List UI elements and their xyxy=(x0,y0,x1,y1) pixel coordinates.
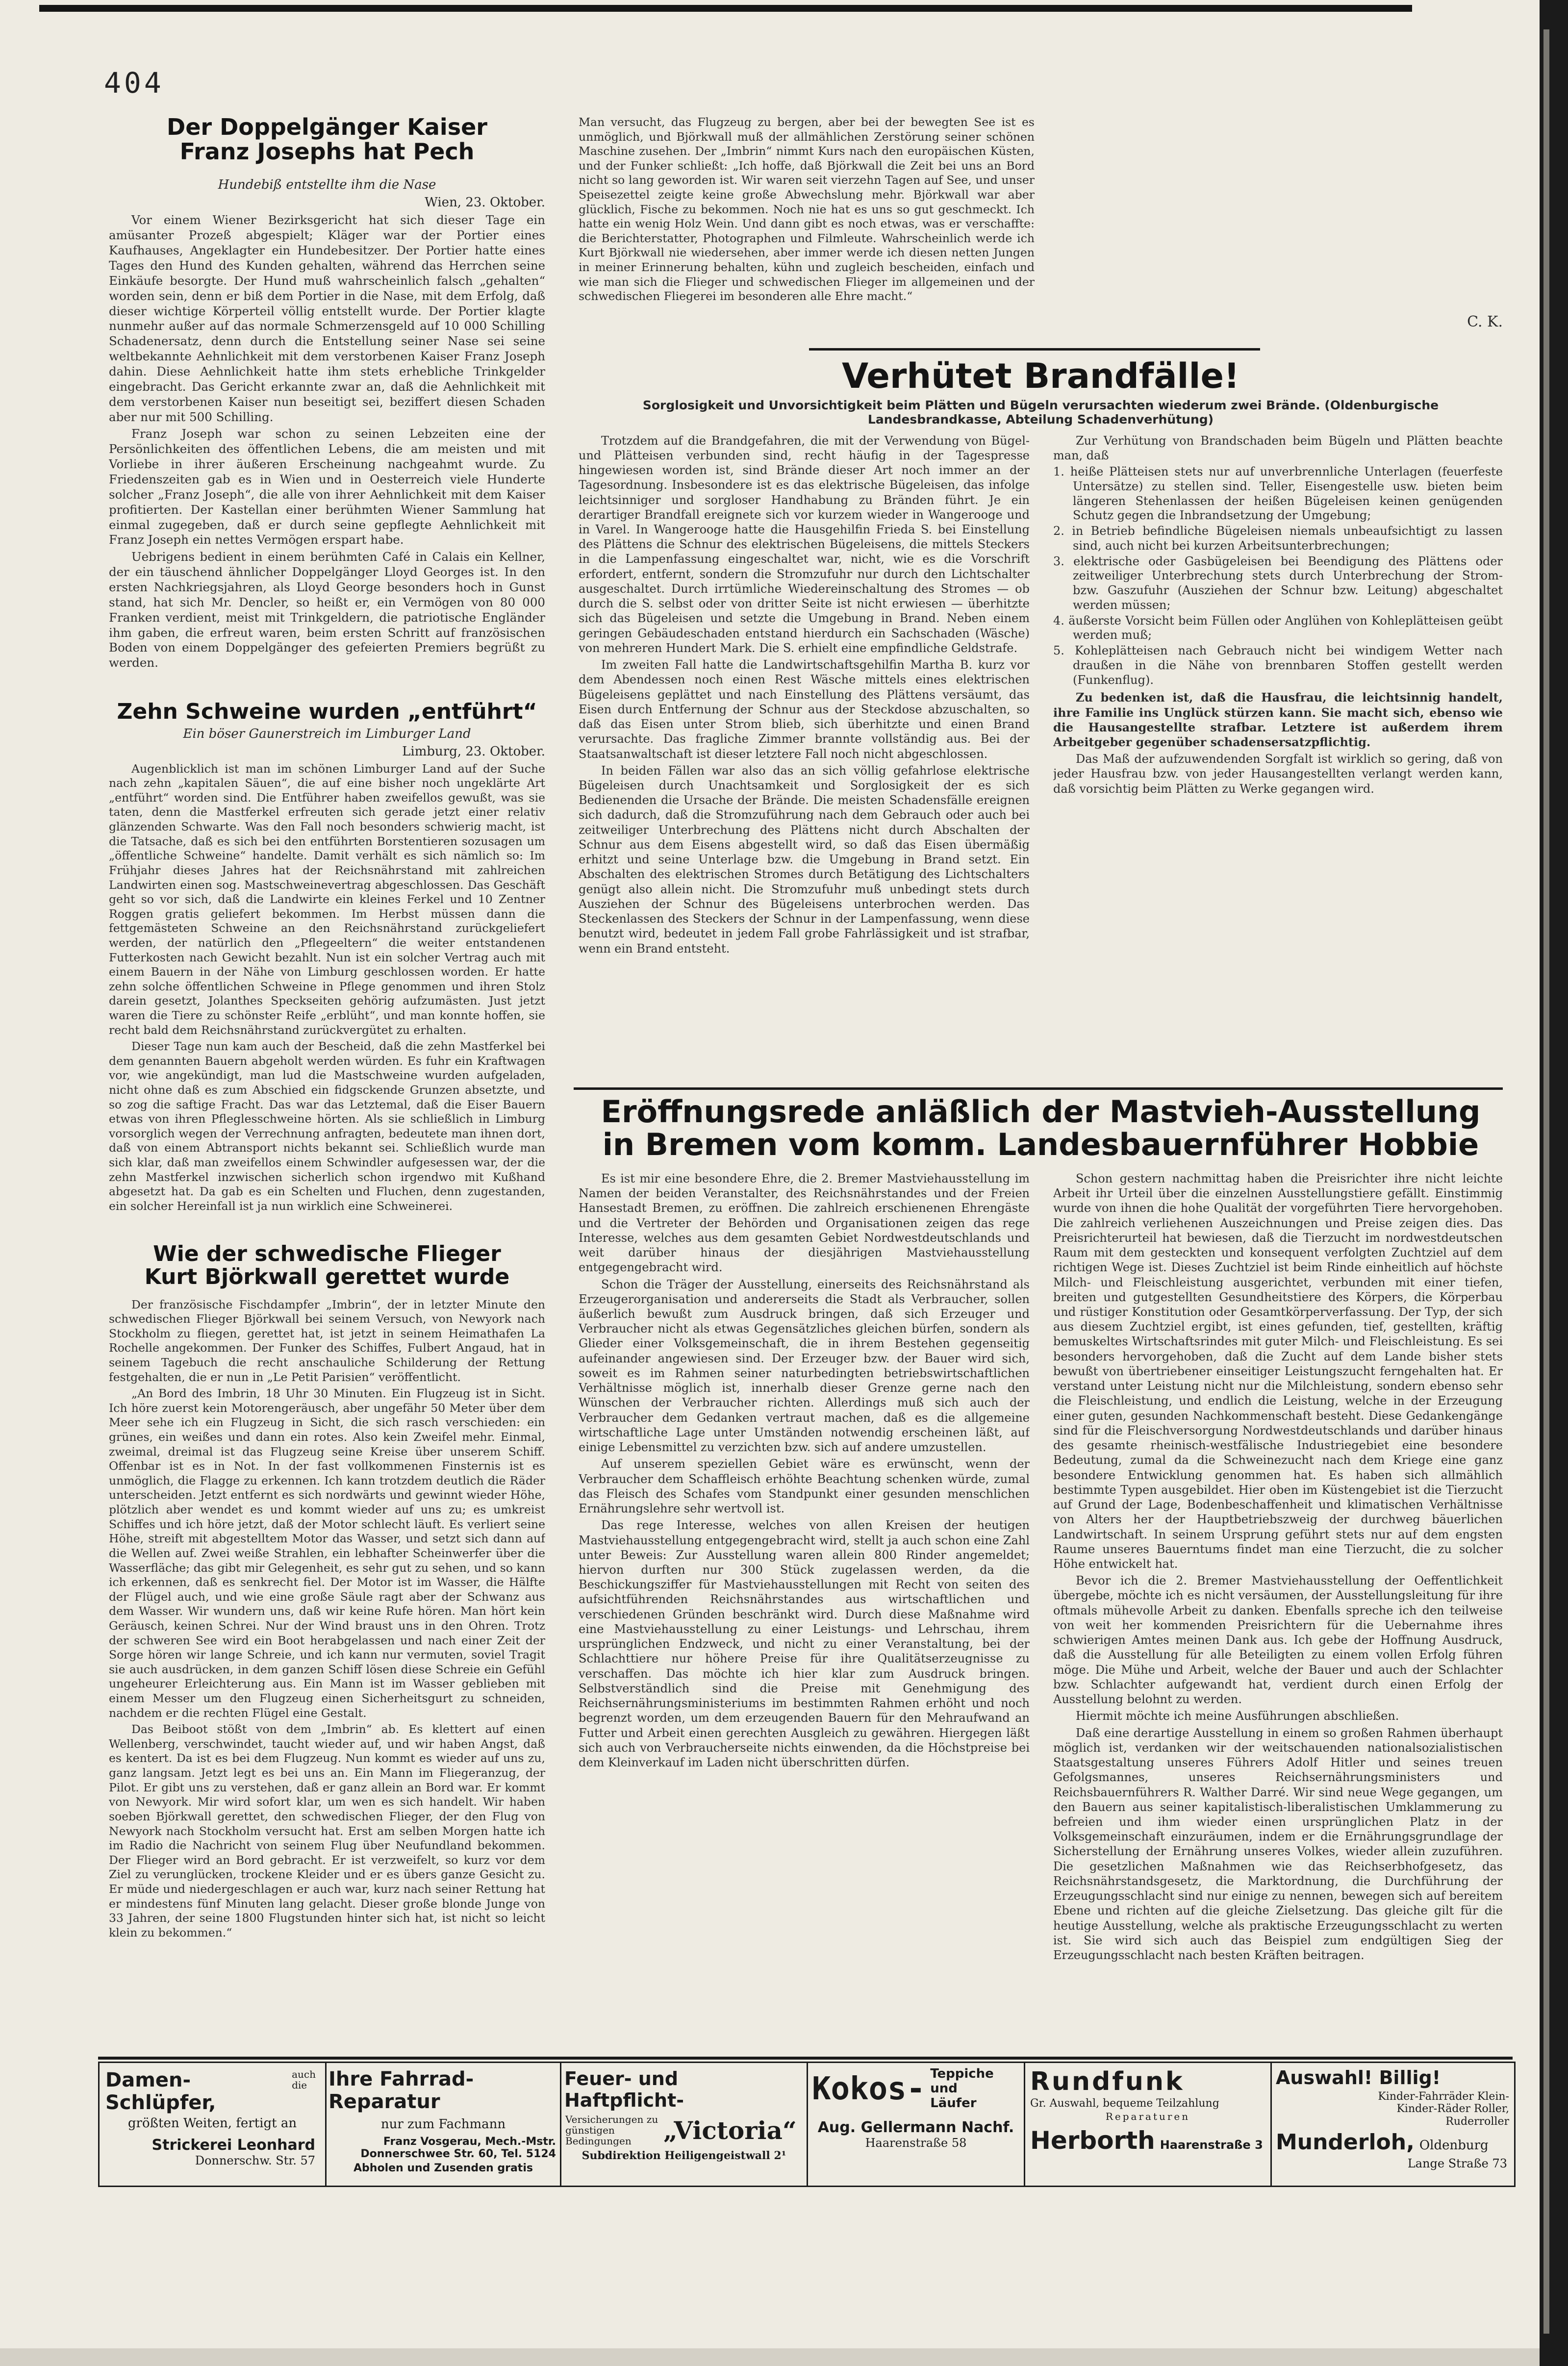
ad-body: Versicherungen zu günstigen Bedingungen xyxy=(565,2114,658,2147)
ad-brand: „Victoria“ xyxy=(663,2115,797,2145)
article-flieger xyxy=(109,1242,545,1940)
ad-extra: Reparaturen xyxy=(1105,2111,1190,2122)
article-paragraph: Auf unserem speziellen Gebiet wäre es erwünscht, wenn der Verbraucher dem Schaffleisch erhöhte Beachtung schenken würde, zumal das Fleisch des Schafes vom Standpunkt einer gesunden menschlichen Ernährungslehre sehr wertvoll ist. xyxy=(579,1457,1030,1516)
ad-title: Kokos- xyxy=(812,2070,926,2107)
top-edge-bar xyxy=(39,5,1412,12)
article-headline: Der Doppelgänger Kaiser Franz Josephs hat Pech xyxy=(167,115,487,165)
list-item: 2. in Betrieb befindliche Bügeleisen niemals unbeaufsichtigt zu lassen sind, auch nicht bei kurzen Arbeitsunterbrechungen; xyxy=(1053,524,1503,553)
article-paragraph: Hiermit möchte ich meine Ausführungen abschließen. xyxy=(1076,1709,1399,1723)
article-paragraph: „An Bord des Imbrin, 18 Uhr 30 Minuten. Ein Flugzeug ist in Sicht. Ich höre zuerst kein Motorengeräusch, aber ungefähr 50 Meter über dem Meer sehe ich ein Flugzeug in Sicht, die sich rasch verschieden: ein grünes, ein weißes und dann ein rotes. Also kein Zweifel mehr. Einmal, zweimal, dreimal ist das Flugzeug seine Kreise über unserem Schiff. Offenbar ist es in Not. In der fast vollkommenen Finsternis ist es unmöglich, die Flagge zu erkennen. Ich kann trotzdem deutlich die Räder unterscheiden. Jetzt entfernt es sich nordwärts und gewinnt wieder Höhe, plötzlich aber wendet es und kommt wieder auf uns zu; es umkreist Schiffes und ich höre jetzt, daß der Motor schlecht läuft. Es verliert seine Höhe, streift mit abgestelltem Motor das Wasser, und setzt sich dann auf die Wellen auf. Zwei weiße Strahlen, ein lebhafter Scheinwerfer über die Wasserfläche; das gibt mir Gelegenheit, es sehr gut zu sehen, und so kann ich erkennen, daß es senkrecht fiel. Der Motor ist im Wasser, die Hälfte der Flügel auch, und wie eine große Säule ragt aber der Schwanz aus dem Wasser. Wir wundern uns, daß wir keine Rufe hören. Man hört kein Geräusch, keinen Schrei. Nur der Wind braust uns in den Ohren. Trotz der schweren See wird ein Boot herabgelassen und nach einer Zeit der Sorge hören wir lange Schreie, und ich kann nur vermuten, soviel Tragit sie auch ausdrücken, in dem ganzen Schiff lösen diese Schreie ein Gefühl ungeheurer Erleichterung aus. Ein Mann ist im Wasser geblieben mit einem Messer um den Flugzeug einen Sicherheitsgurt zu schneiden, nachdem er die rechten Flügel eine Gestalt. xyxy=(109,1386,545,1720)
article-paragraph: Trotzdem auf die Brandgefahren, die mit der Verwendung von Bügel- und Plätteisen verbunden sind, recht häufig in der Tagespresse hingewiesen worden ist, sind Brände dieser Art noch immer an der Tagesordnung. Insbesondere ist es das elektrische Bügeleisen, das infolge leichtsinniger und sorgloser Handhabung zu Bränden führt. Je ein derartiger Brandfall ereignete sich vor kurzem wieder in Wangerooge und in Varel. In Wangerooge hatte die Hausgehilfin Frieda S. bei Einstellung des Plättens die Schnur des elektrischen Bügeleisens, die mittels Steckers in die Lampenfassung eingeschaltet war, nicht, wie es die Vorschrift erfordert, entfernt, sondern die Stromzufuhr nur durch den Lichtschalter ausgeschaltet. Durch irrtümliche Wiedereinschaltung des Stromes — ob durch die S. selbst oder von dritter Seite ist nicht erwiesen — überhitzte sich das Bügeleisen und setzte die Umgebung in Brand. Neben einem geringen Gebäudeschaden entstand hierdurch ein Sachschaden (Wäsche) von mehreren Hundert Mark. Die S. erhielt eine empfindliche Geldstrafe. xyxy=(579,433,1030,655)
ad-shop: Strickerei Leonhard xyxy=(152,2137,315,2154)
article-eroeffnungsrede xyxy=(579,1096,1503,2032)
article-doppelgaenger xyxy=(109,115,545,671)
article-paragraph: Zu bedenken ist, daß die Hausfrau, die leichtsinnig handelt, ihre Familie ins Unglück stürzen kann. Sie macht sich, ebenso wie die Hausangestellte strafbar. Letztere ist außerdem ihrem Arbeitgeber gegenüber schadensersatzpflichtig. xyxy=(1053,690,1503,750)
article-paragraph: Augenblicklich ist man im schönen Limburger Land auf der Suche nach zehn „kapitalen Säuen“, die auf eine bisher noch ungeklärte Art „entführt“ worden sind. Die Entführer haben zweifellos gewußt, was sie taten, denn die Mastferkel erfreuten sich gerade jetzt einer relativ glänzenden Schwarte. Was den Fall noch besonders schwierig macht, ist die Tatsache, daß es sich bei den entführten Borstentieren sozusagen um „öffentliche Schweine“ handelte. Damit verhält es sich nämlich so: Im Frühjahr dieses Jahres hat der Reichsnährstand mit zahlreichen Landwirten einen sog. Mastschweinevertrag abgeschlossen. Das Geschäft geht so vor sich, daß die Landwirte ein kleines Ferkel und 10 Zentner Roggen gratis geliefert bekommen. Im Herbst müssen dann die fettgemästeten Schweine an den Reichsnährstand zurückgeliefert werden, der natürlich den „Pflegeeltern“ die weiter entstandenen Futterkosten nach Gewicht bezahlt. Nun ist ein solcher Vertrag auch mit einem Bauern in der Nähe von Limburg geschlossen worden. Er hatte zehn solche öffentlichen Schweine in Pflege genommen und ihren Stolz darein gesetzt, Jolanthes Speckseiten gehörig aufzumästen. Just jetzt waren die Tiere zu schönster Reife „erblüht“, und man konnte hoffen, sie recht bald dem Reichsnährstand zurückvergütet zu erhalten. xyxy=(109,761,545,1037)
ad-title: Damen-Schlüpfer, xyxy=(105,2069,216,2114)
article-paragraph: Uebrigens bedient in einem berühmten Café in Calais ein Kellner, der ein täuschend ähnlicher Doppelgänger Lloyd Georges ist. In den ersten Nachkriegsjahren, als Lloyd George besonders hoch in Gunst stand, hat sich Mr. Dencler, so heißt er, ein Vermögen von 80 000 Franken verdient, meist mit Trinkgeldern, die patriotische Engländer ihm gaben, die erfreut waren, beim ersten Schritt auf französischen Boden von einem Doppelgänger des gefeierten Premiers begrüßt zu werden. xyxy=(109,550,545,670)
article-paragraph: Das rege Interesse, welches von allen Kreisen der heutigen Mastviehausstellung entgegengebracht wird, stellt ja auch schon eine Zahl unter Beweis: Zur Ausstellung waren allein 800 Rinder angemeldet; hiervon durften nur 300 Stück zugelassen werden, da die Beschickungsziffer für Mastviehausstellungen mit Recht von seiten des aufsichtführenden Reichsnährstandes aus wirtschaftlichen und verschiedenen Gründen beschränkt wird. Durch diese Maßnahme wird eine Mastviehausstellung zu einer Leistungs- und Lehrschau, ihrem ursprünglichen Endzweck, und nicht zu einer Veranstaltung, bei der Schlachttiere nur höhere Preise für ihre Qualitätserzeugnisse zu verschaffen. Das möchte ich hier klar zum Ausdruck bringen. Selbstverständlich sind die Preise mit Genehmigung des Reichsernährungsministeriums im bestimmten Rahmen erhöht und noch begrenzt worden, um dem erzeugenden Bauern für den Mehraufwand an Futter und Arbeit einen gerechten Ausgleich zu gewähren. Hiergegen läßt sich auch von Verbraucherseite nichts einwenden, da die Höchstpreise bei dem Kleinverkauf im Laden nicht überschritten dürfen. xyxy=(579,1518,1030,1770)
article-headline: Wie der schwedische Flieger Kurt Björkwall gerettet wurde xyxy=(144,1241,510,1290)
column-right-top xyxy=(1069,115,1503,341)
article-headline: Zehn Schweine wurden „entführt“ xyxy=(117,699,537,725)
ad-extra: Abholen und Zusenden gratis xyxy=(354,2162,533,2174)
ad-title: Rundfunk xyxy=(1030,2067,1185,2096)
article-paragraph: Es ist mir eine besondere Ehre, die 2. Bremer Mastviehausstellung im Namen der beiden Veranstalter, des Reichsnährstandes und der Freien Hansestadt Bremen, zu eröffnen. Die zahlreich erschienenen Ehrengäste und die Vertreter der Behörden und Organisationen zeigen das rege Interesse, welches aus dem gesamten Gebiet Nordwestdeutschlands und weit darüber hinaus der diesjährigen Mastviehausstellung entgegengebracht wird. xyxy=(579,1171,1030,1275)
article-paragraph: Zur Verhütung von Brandschaden beim Bügeln und Plätten beachte man, daß xyxy=(1053,433,1503,462)
ad-address: Haarenstraße 58 xyxy=(865,2136,967,2150)
article-dateline: Limburg, 23. Oktober. xyxy=(402,744,545,759)
article-paragraph: Schon die Träger der Ausstellung, einerseits des Reichsnährstand als Erzeugerorganisation und andererseits die Stadt als Verbraucher, sollen äußerlich bewußt zum Ausdruck bringen, daß sich Erzeuger und Verbraucher nicht als etwas Gegensätzliches gleichen bürfen, sondern als Glieder einer Volksgemeinschaft, die in ihrem Bestehen gegenseitig aufeinander angewiesen sind. Der Erzeuger bzw. der Bauer wird sich, soweit es im Rahmen seiner naturbedingten betriebswirtschaftlichen Verhältnisse möglich ist, innerhalb dieser Grenze gerne nach den Wünschen der Verbraucher richten. Allerdings muß sich auch der Verbraucher dem Gedanken vertraut machen, daß es die allgemeine wirtschaftliche Lage unter Umständen notwendig erscheinen läßt, auf einige Lebensmittel zu verzichten bzw. sich auf andere umzustellen. xyxy=(579,1277,1030,1455)
ad-shop: Aug. Gellermann Nachf. xyxy=(817,2118,1014,2136)
ad-address: Lange Straße 73 xyxy=(1407,2156,1507,2170)
article-brandfaelle xyxy=(579,358,1503,1074)
ad-shop-city: Oldenburg xyxy=(1419,2138,1489,2153)
ad-victoria-versicherung xyxy=(560,2062,808,2187)
article-schweine xyxy=(109,700,545,1213)
ad-body: größten Weiten, fertigt an xyxy=(127,2116,297,2131)
list-item: 4. äußerste Vorsicht beim Füllen oder Anglühen von Kohleplätteisen geübt werden muß; xyxy=(1053,613,1503,642)
ad-address: Haarenstraße 3 xyxy=(1160,2138,1263,2152)
list-item: 3. elektrische oder Gasbügeleisen bei Beendigung des Plättens oder zeitweiliger Unterbrechung stets durch Unterbrechung der Strom- bzw. Gaszufuhr (Ausziehen der Schnur bzw. Leitung) abgeschaltet werden müssen; xyxy=(1053,554,1503,612)
ad-title: Ihre Fahrrad-Reparatur xyxy=(329,2068,474,2113)
divider-rule xyxy=(574,1087,1503,1090)
article-paragraph: Vor einem Wiener Bezirksgericht hat sich dieser Tage ein amüsanter Prozeß abgespielt; Kläger war der Portier eines Kaufhauses, Angeklagter ein Hundebesitzer. Der Portier hatte eines Tages den Hund des Kunden gehalten, während das Herrchen seine Einkäufe besorgte. Der Hund muß wahrscheinlich falsch „gehalten“ worden sein, denn er biß dem Portier in die Nase, mit dem Erfolg, daß dieser wichtige Körperteil völlig entstellt wurde. Der Portier klagte nunmehr außer auf das normale Schmerzensgeld auf 10 000 Schilling Schadenersatz, denn durch die Entstellung seiner Nase sei seine weltbekannte Aehnlichkeit mit dem verstorbenen Kaiser Franz Joseph dahin. Diese Aehnlichkeit hatte ihm stets erhebliche Trinkgelder eingebracht. Das Gericht erkannte zwar an, daß die Aehnlichkeit mit dem verstorbenen Kaiser nun beseitigt sei, beziffert diesen Schaden aber nur mit 500 Schilling. xyxy=(109,213,545,424)
article-signature: C. K. xyxy=(1467,313,1503,330)
divider-rule xyxy=(809,348,1260,351)
article-paragraph: Daß eine derartige Ausstellung in einem so großen Rahmen überhaupt möglich ist, verdanken wir der weitschauenden nationalsozialistischen Staatsgestaltung unseres Führers Adolf Hitler und seines treuen Gefolgsmannes, unseres Reichsernährungsministers und Reichsbauernführers R. Walther Darré. Wir sind neue Wege gegangen, um den Bauern aus seiner kapitalistisch-liberalistischen Umklammerung zu befreien und ihm wieder einen ursprünglichen Platz in der Volksgemeinschaft einzuräumen, indem er die Ernährungsgrundlage der Sicherstellung der Ernährung unseres Volkes, wieder allein zuzuführen. Die gesetzlichen Maßnahmen wie das Reichserbhofgesetz, das Reichsnährstandsgesetz, die Marktordnung, die Durchführung der Erzeugungsschlacht sind nur einige zu nennen, bewegen sich auf bereitem Ebene und richten auf die gleiche Zielsetzung. Das gleiche gilt für die heutige Ausstellung, welche als praktische Erzeugungsschlacht zu werten ist. Sie wird sich auch das Beispiel zum endgültigen Sieg der Erzeugungsschlacht nach besten Kräften beitragen. xyxy=(1053,1726,1503,1963)
ad-body: nur zum Fachmann xyxy=(380,2117,506,2132)
article-paragraph: In beiden Fällen war also das an sich völlig gefahrlose elektrische Bügeleisen durch Unachtsamkeit und Sorglosigkeit der es sich Bedienenden die Ursache der Brände. Die meisten Schadensfälle ereignen sich dadurch, daß die Stromzuführung nach dem Gebrauch oder auch bei zeitweiliger Unterbrechung des Plättens nicht durch Abschalten der Schnur aus dem Eisens abgestellt wird, so daß das Eisen übermäßig erhitzt und seine Unterlage bzw. die Umgebung in Brand setzt. Ein Abschalten des elektrischen Stromes durch Betätigung des Lichtschalters genügt also allein nicht. Die Stromzufuhr muß unbedingt stets durch Ausziehen der Schnur des Bügeleisens unterbrochen werden. Das Steckenlassen des Steckers der Schnur in der Lampenfassung, wenn diese benutzt wird, bedeutet in jedem Fall grobe Fahrlässigkeit und ist strafbar, wenn ein Brand entsteht. xyxy=(579,763,1030,956)
ad-address: Subdirektion Heiligengeistwall 2¹ xyxy=(582,2149,786,2162)
article-paragraph: Das Beiboot stößt von dem „Imbrin“ ab. Es klettert auf einen Wellenberg, verschwindet, taucht wieder auf, und wir haben Angst, daß es kentert. Da ist es bei dem Flugzeug. Nun kommt es wieder auf uns zu, ganz langsam. Jetzt legt es bei uns an. Ein Mann im Fliegeranzug, der Pilot. Er gibt uns zu verstehen, daß er ganz allein an Bord war. Er kommt von Newyork. Mir wird sofort klar, um wen es sich handelt. Wir haben soeben Björkwall gerettet, den schwedischen Flieger, der den Flug von Newyork nach Stockholm versucht hat. Erst am selben Morgen hatte ich im Radio die Nachricht von seinem Flug über Neufundland bekommen. Der Flieger wird an Bord gebracht. Er ist verzweifelt, so kurz vor dem Ziel zu verunglücken, trockene Kleider und er es übers ganze Gesicht zu. Er müde und niedergeschlagen er auch war, kurz nach seiner Rettung hat er mindestens fünf Minuten lang gelacht. Dieser große blonde Junge von 33 Jahren, der seine 1800 Flugstunden hinter sich hat, ist nicht so leicht klein zu bekommen.“ xyxy=(109,1722,545,1939)
ad-rundfunk xyxy=(1024,2062,1272,2187)
article-headline: Eröffnungsrede anläßlich der Mastvieh-Ausstellung xyxy=(601,1096,1481,1130)
safety-list xyxy=(1053,465,1503,687)
article-paragraph: Im zweiten Fall hatte die Landwirtschaftsgehilfin Martha B. kurz vor dem Abendessen noch einen Rest Wäsche mittels eines elektrischen Bügeleisens geplättet und nach Einstellung des Plättens versäumt, das Eisen durch Entfernung der Schnur aus der Steckdose abzuschalten, so daß das Eisen unter Strom blieb, sich überhitzte und einen Brand verursachte. Das fragliche Zimmer brannte vollständig aus. Bei der Staatsanwaltschaft ist dieser letztere Fall noch nicht abgeschlossen. xyxy=(579,658,1030,761)
ad-munderloh xyxy=(1270,2062,1516,2187)
ad-shop: Franz Vosgerau, Mech.-Mstr. xyxy=(383,2136,556,2148)
article-paragraph: Der französische Fischdampfer „Imbrin“, der in letzter Minute den schwedischen Flieger Björkwall bei seinem Versuch, von Newyork nach Stockholm zu fliegen, gerettet hat, ist jetzt in seinem Heimathafen La Rochelle angekommen. Der Funker des Schiffes, Fulbert Angaud, hat in seinem Tagebuch die recht anschauliche Schilderung der Rettung festgehalten, die er nun in „Le Petit Parisien“ veröffentlicht. xyxy=(109,1297,545,1384)
ad-damen-schluepfer xyxy=(98,2062,327,2187)
article-dateline: Wien, 23. Oktober. xyxy=(425,195,545,210)
article-paragraph: Dieser Tage nun kam auch der Bescheid, daß die zehn Mastferkel bei dem genannten Bauern abgeholt werden würden. Es fuhr ein Kraftwagen vor, wie angekündigt, man lud die Mastschweine wurden aufgeladen, nicht ohne daß es zum Abschied ein fidgsckende Grunzen absetzte, und so zog die saftige Fracht. Das war das Letztemal, daß die Eiser Bauern etwas von ihren Pfleglesschweine hörten. Als sie schließlich in Limburg vorsorglich wegen der Verrechnung anfragten, bedeutete man ihnen dort, daß von einem Abtransport nichts bekannt sei. Schließlich wurde man sich klar, daß man zweifellos einem Schwindler aufgesessen war, der die zehn Mastferkel inzwischen sicherlich schon irgendwo mit Kußhand abgesetzt hat. Da gab es ein Schelten und Fluchen, denn zugestanden, ein solcher Hereinfall ist ja nun wirklich eine Schweinerei. xyxy=(109,1039,545,1213)
ad-shop: Herborth xyxy=(1030,2126,1155,2155)
list-item: 5. Kohleplätteisen nach Gebrauch nicht bei windigem Wetter nach draußen in die Nähe von brennbaren Stoffen gestellt werden (Funkenflug). xyxy=(1053,644,1503,687)
binding-edge xyxy=(1540,0,1568,2366)
column-left xyxy=(109,115,545,2047)
article-paragraph: Man versucht, das Flugzeug zu bergen, aber bei der bewegten See ist es unmöglich, und Björkwall muß der allmählichen Zerstörung seiner schönen Maschine zusehen. Der „Imbrin“ nimmt Kurs nach den europäischen Küsten, und der Funker schließt: „Ich hoffe, daß Björkwall die Zeit bei uns an Bord nicht so lang geworden ist. Wir waren seit vierzehn Tagen auf See, und unser Speisezettel zeigte keine große Abwechslung mehr. Björkwall war aber glücklich, Fische zu bekommen. Noch nie hat es uns so gut geschmeckt. Ich hatte ein wenig Holz Wein. Und dann gibt es noch etwas, was er verschaffte: die Berichterstatter, Photographen und Filmleute. Wahrscheinlich werde ich Kurt Björkwall nie wiedersehen, aber immer werde ich diesen netten Jungen in meiner Erinnerung behalten, kühn und zugleich bescheiden, einfach und wie man sich die Flieger und schwedischen Flieger im allgemeinen und der schwedischen Fliegerei im besonderen alle Ehre macht.“ xyxy=(579,115,1035,303)
article-subhead: Ein böser Gaunerstreich im Limburger Land xyxy=(183,726,471,741)
article-paragraph: Bevor ich die 2. Bremer Mastviehausstellung der Oeffentlichkeit übergebe, möchte ich es nicht versäumen, der Ausstellungsleitung für ihre oftmals mühevolle Arbeit zu danken. Ebenfalls spreche ich den teilweise von weit her kommenden Preisrichtern für die Uebernahme ihres schwierigen Amtes meinen Dank aus. Ich gebe der Hoffnung Ausdruck, daß die Ausstellung für alle Beteiligten zu einem vollen Erfolg führen möge. Die Mühe und Arbeit, welche der Bauer und auch der Schlachter bzw. Schlachter aufgewandt hat, verdient durch einen Erfolg der Ausstellung belohnt zu werden. xyxy=(1053,1574,1503,1707)
list-item: 1. heiße Plätteisen stets nur auf unverbrennliche Unterlagen (feuerfeste Untersätze) zu stellen sind. Teller, Eisengestelle usw. bieten beim längeren Stehenlassen der heißen Bügeleisen keinen genügenden Schutz gegen die Inbrandsetzung der Umgebung; xyxy=(1053,465,1503,523)
article-paragraph: Franz Joseph war schon zu seinen Lebzeiten eine der Persönlichkeiten des öffentlichen Lebens, die am meisten und mit Vorliebe in ihrer äußeren Erscheinung nachgeahmt wurde. Zu Friedenszeiten gab es in Wien und in Oesterreich viele Hunderte solcher „Franz Joseph“, die alle von ihrer Aehnlichkeit mit dem Kaiser profitierten. Der Kastellan einer berühmten Wiener Sammlung hat einmal zugegeben, daß er durch seine gepflegte Aehnlichkeit mit Franz Joseph ein nettes Vermögen erspart habe. xyxy=(109,427,545,547)
ad-aside: auch die xyxy=(292,2068,316,2091)
ad-body: Kinder-Fahrräder Klein-Kinder-Räder Roller, Ruderroller xyxy=(1378,2090,1509,2128)
binding-edge-strip xyxy=(1543,29,1549,2334)
ad-address: Donnerschw. Str. 57 xyxy=(195,2154,315,2167)
ad-fahrrad-reparatur xyxy=(325,2062,561,2187)
ad-title: Feuer- und Haftpflicht- xyxy=(564,2068,684,2111)
ad-address: Donnerschwee Str. 60, Tel. 5124 xyxy=(360,2148,556,2160)
ad-kokos-teppiche xyxy=(807,2062,1025,2187)
column-middle-top xyxy=(579,115,1035,341)
page-number: 404 xyxy=(104,66,164,100)
article-subhead: Hundebiß entstellte ihm die Nase xyxy=(218,177,436,193)
ad-shop: Munderloh, xyxy=(1276,2129,1415,2155)
ad-row-border xyxy=(98,2057,1513,2060)
article-headline: in Bremen vom komm. Landesbauernführer Hobbie xyxy=(602,1126,1479,1162)
ad-title: Auswahl! Billig! xyxy=(1276,2067,1441,2089)
ad-aside: Teppiche und Läufer xyxy=(930,2066,994,2111)
article-paragraph: Das Maß der aufzuwendenden Sorgfalt ist wirklich so gering, daß von jeder Hausfrau bzw. von jeder Hausangestellten verlangt werden kann, daß vorsichtig beim Plätten zu Werke gegangen wird. xyxy=(1053,752,1503,796)
article-paragraph: Schon gestern nachmittag haben die Preisrichter ihre nicht leichte Arbeit ihr Urteil über die einzelnen Ausstellungstiere gefällt. Einstimmig wurde von ihnen die hohe Qualität der vorgeführten Tiere hervorgehoben. Die zahlreich verliehenen Auszeichnungen und Preise zeigen dies. Das Preisrichterurteil hat bewiesen, daß die Tierzucht im nordwestdeutschen Raum mit dem gesteckten und konsequent verfolgten Zuchtziel auf dem richtigen Wege ist. Dieses Zuchtziel ist beim Rinde einheitlich auf höchste Milch- und Fleischleistung ausgerichtet, verbunden mit einer tiefen, breiten und gutgestellten Gesundheitstiere des Körpers, die Körperbau und rüstiger Konstitution oder Gesamtkörperverfassung. Der Typ, der sich aus diesem Zuchtziel ergibt, ist eines gefunden, tief, gestellten, kräftig bemuskeltes Wirtschaftsrindes mit guter Milch- und Fleischleistung. Es sei besonders hervorgehoben, daß die Zucht auf dem Lande bisher stets bewußt von übertriebener einseitiger Leistungszucht ferngehalten hat. Er verstand unter Leistung nicht nur die Milchleistung, sondern ebenso sehr die Fleischleistung, und endlich die Leistung, welche in der Erzeugung einer guten, gesunden Nachkommenschaft besteht. Diese Gedankengänge sind für die Fleischversorgung Nordwestdeutschlands und darüber hinaus des gesamte rheinisch-westfälische Industriegebiet eine besondere Bedeutung, zumal da die Schweinezucht nach dem Kriege eine ganz besondere Entwicklung genommen hat. Es haben sich allmählich bestimmte Typen ausgebildet. Hier oben im Küstengebiet ist die Tierzucht auf Grund der Lage, Bodenbeschaffenheit und klimatischen Verhältnisse von Alters her der Hauptbetriebszweig der durchweg bäuerlichen Landwirtschaft. In seinem Ursprung geführt stets nur auf dem engsten Raume unseres Bauerntums findet man eine Tierzucht, die zu solcher Höhe entwickelt hat. xyxy=(1053,1171,1503,1571)
ad-body: Gr. Auswahl, bequeme Teilzahlung xyxy=(1030,2097,1219,2110)
article-headline: Verhütet Brandfälle! xyxy=(842,358,1239,396)
article-subhead: Sorglosigkeit und Unvorsichtigkeit beim Plätten und Bügeln verursachten wiederum zwei Brände. (Oldenburgische Landesbrandkasse, Abteilung Schadenverhütung) xyxy=(642,398,1439,427)
